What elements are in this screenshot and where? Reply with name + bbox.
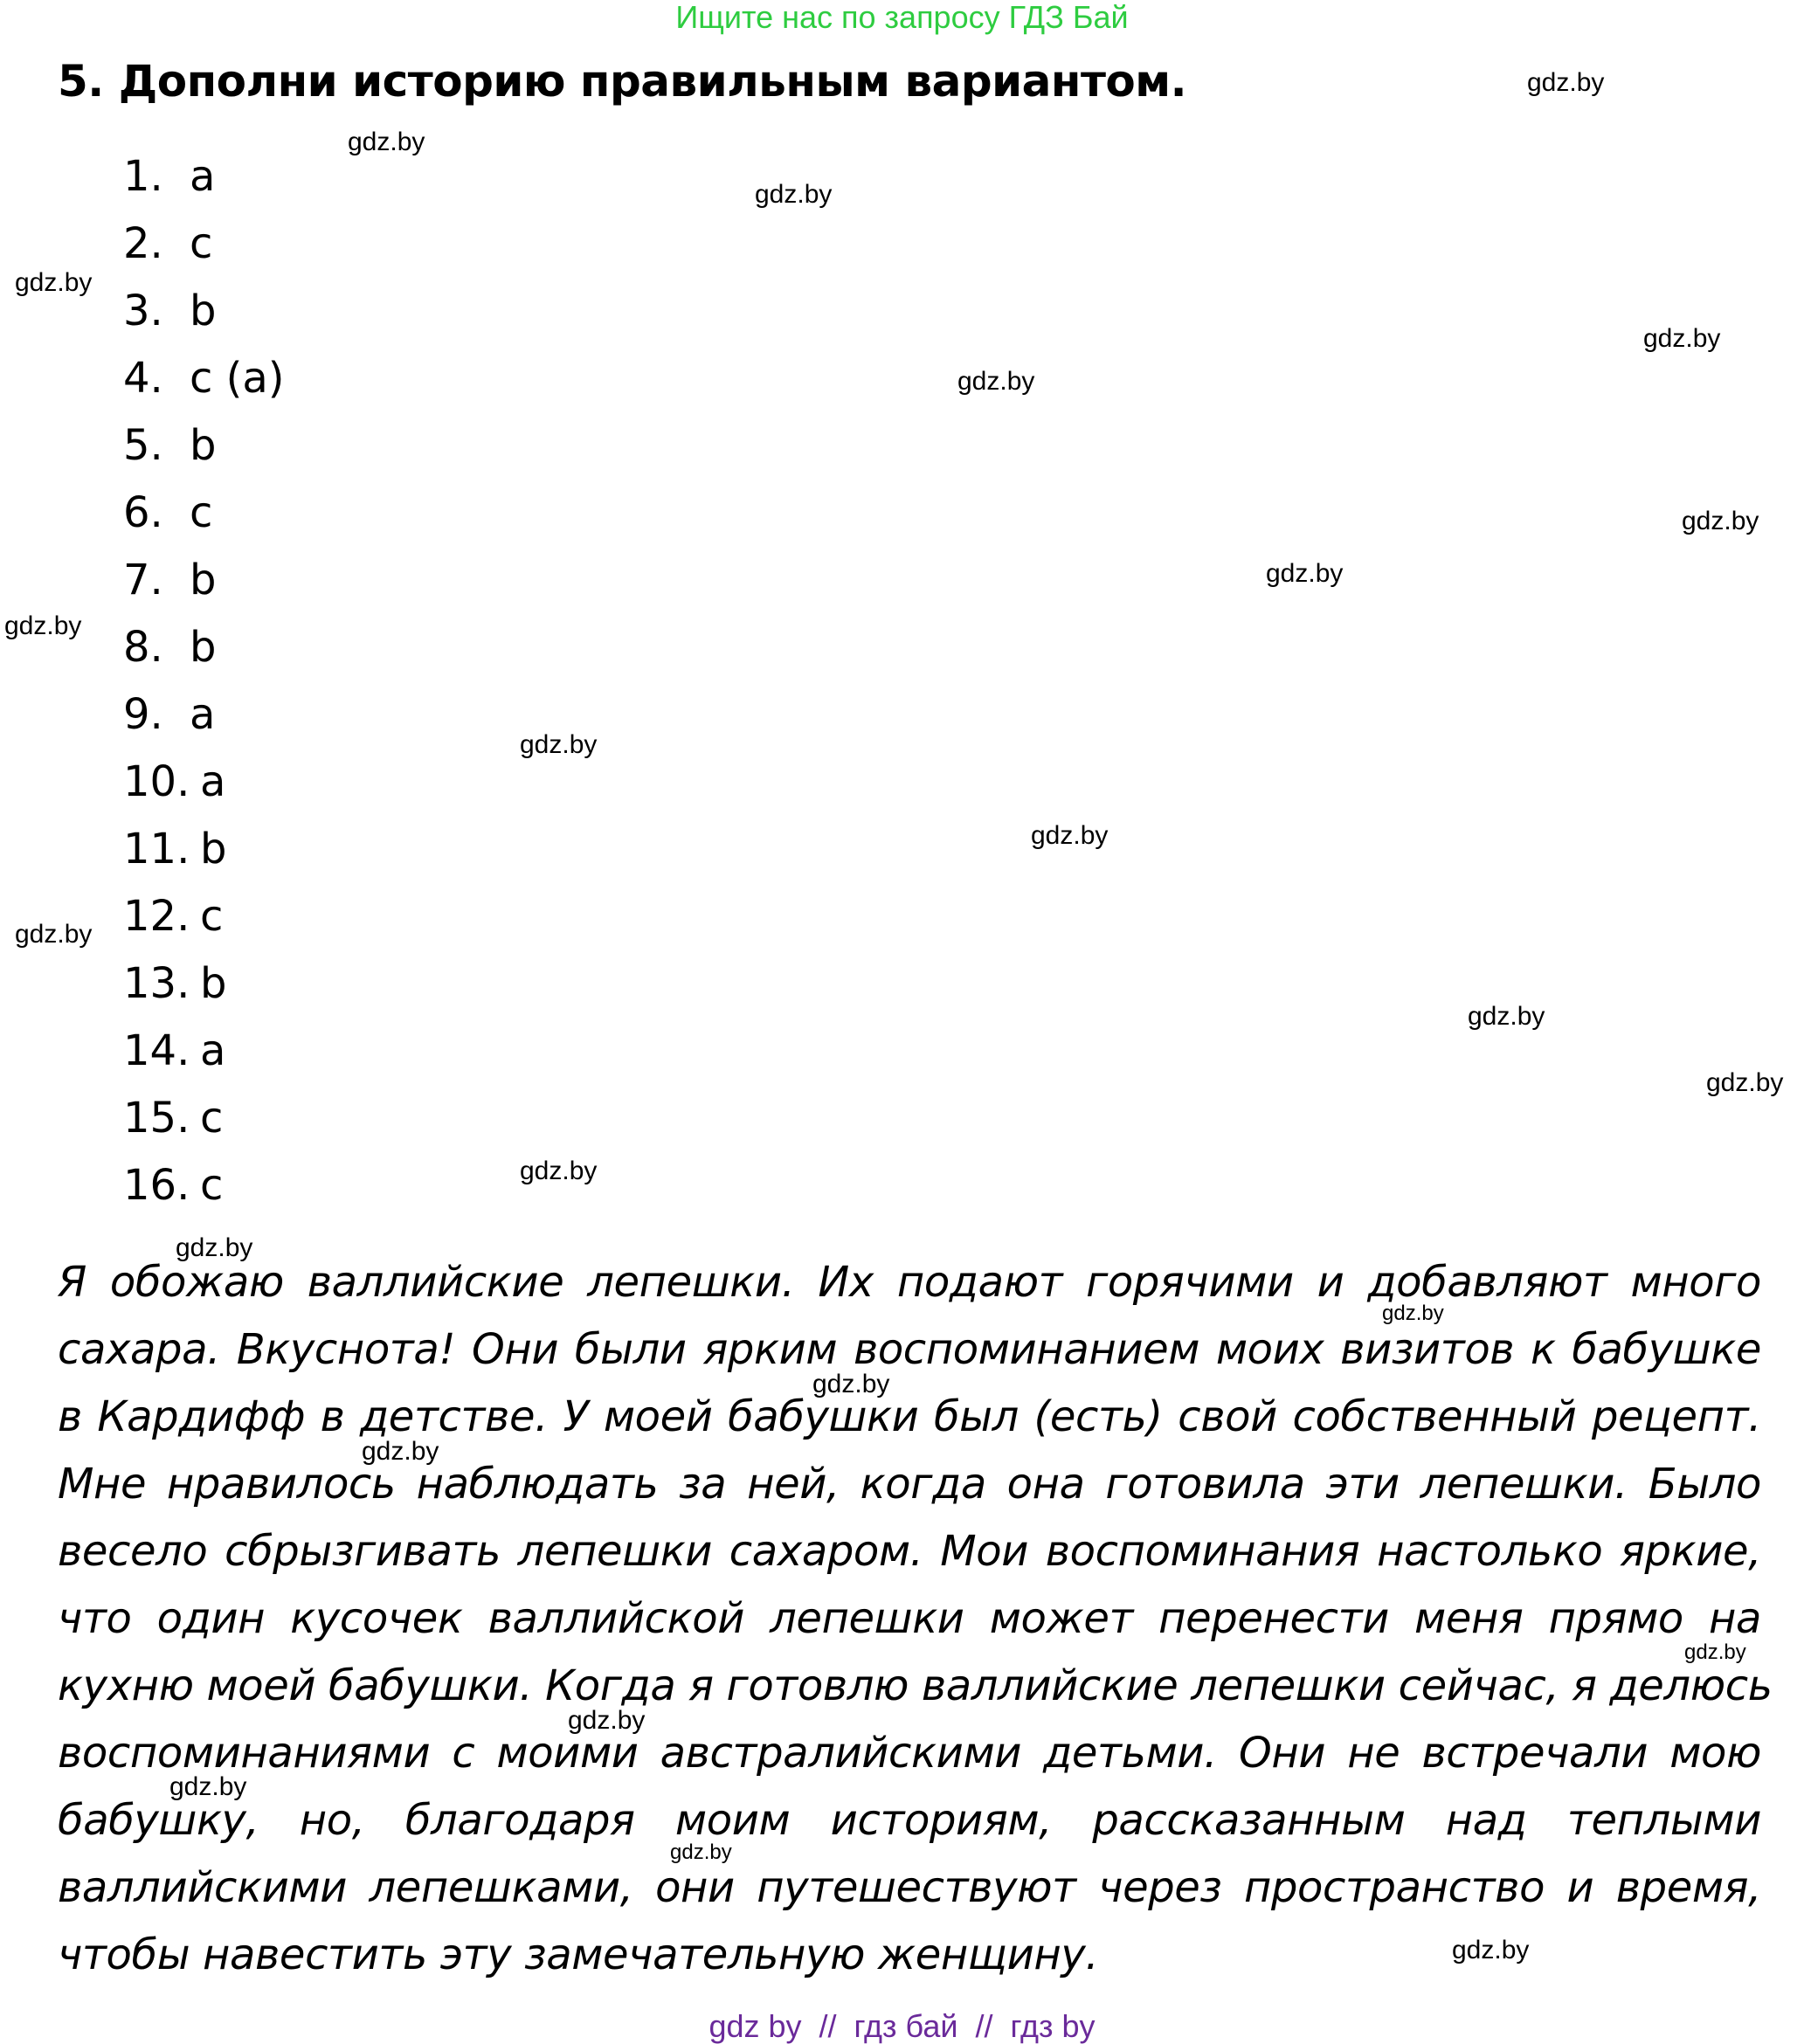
watermark: gdz.by bbox=[1527, 68, 1605, 97]
answer-value: c bbox=[200, 1094, 224, 1143]
answer-number: 3. bbox=[123, 287, 163, 335]
answer-item bbox=[123, 143, 285, 211]
answer-item bbox=[123, 345, 285, 412]
answer-item bbox=[123, 883, 285, 950]
watermark: gdz.by bbox=[1452, 1936, 1530, 1965]
answer-item bbox=[123, 211, 285, 278]
answer-number: 7. bbox=[123, 556, 163, 604]
answer-item bbox=[123, 1152, 285, 1219]
exercise-heading: 5. Дополни историю правильным вариантом. bbox=[58, 56, 1187, 107]
answer-value: b bbox=[200, 825, 227, 874]
watermark: gdz.by bbox=[812, 1370, 890, 1398]
answer-item bbox=[123, 547, 285, 614]
answer-value: a bbox=[200, 1026, 226, 1075]
answer-value: c (a) bbox=[190, 354, 285, 403]
footer-links: gdz by // гдз бай // гдз by bbox=[708, 2008, 1096, 2044]
answer-number: 11. bbox=[123, 825, 190, 874]
watermark: gdz.by bbox=[176, 1233, 253, 1262]
answer-number: 10. bbox=[123, 757, 190, 806]
answer-list bbox=[123, 143, 285, 1219]
watermark: gdz.by bbox=[755, 180, 833, 209]
answer-value: a bbox=[200, 757, 226, 806]
watermark: gdz.by bbox=[1031, 821, 1109, 850]
watermark: gdz.by bbox=[348, 128, 425, 156]
watermark: gdz.by bbox=[15, 268, 93, 297]
story-line: Мне нравилось наблюдать за ней, когда она готовила эти лепешки. Было bbox=[58, 1460, 1761, 1509]
watermark: gdz.by bbox=[1382, 1302, 1444, 1325]
watermark: gdz.by bbox=[1706, 1068, 1784, 1097]
answer-number: 8. bbox=[123, 623, 163, 672]
watermark: gdz.by bbox=[670, 1840, 732, 1864]
story-line: в Кардифф в детстве. У моей бабушки был (есть) свой собственный рецепт. bbox=[58, 1392, 1761, 1441]
story-line: бабушку, но, благодаря моим историям, рассказанным над теплыми bbox=[58, 1796, 1761, 1845]
answer-item bbox=[123, 749, 285, 816]
top-banner: Ищите нас по запросу ГДЗ Бай bbox=[675, 0, 1129, 35]
story-line: Я обожаю валлийские лепешки. Их подают горячими и добавляют много bbox=[58, 1258, 1761, 1307]
story-paragraph bbox=[58, 1249, 1773, 1989]
answer-item bbox=[123, 1085, 285, 1152]
watermark: gdz.by bbox=[1468, 1002, 1545, 1031]
watermark: gdz.by bbox=[1684, 1640, 1746, 1664]
answer-value: c bbox=[200, 892, 224, 941]
answer-number: 12. bbox=[123, 892, 190, 941]
answer-number: 15. bbox=[123, 1094, 190, 1143]
answer-value: c bbox=[200, 1161, 224, 1210]
story-line: кухню моей бабушки. Когда я готовлю валлийские лепешки сейчас, я делюсь bbox=[58, 1661, 1773, 1710]
story-line: сахара. Вкуснота! Они были ярким воспоминанием моих визитов к бабушке bbox=[58, 1325, 1761, 1374]
answer-value: b bbox=[190, 556, 217, 604]
answer-number: 14. bbox=[123, 1026, 190, 1075]
story-line: валлийскими лепешками, они путешествуют через пространство и время, bbox=[58, 1863, 1761, 1912]
answer-item bbox=[123, 278, 285, 345]
answer-number: 13. bbox=[123, 959, 190, 1008]
story-line: что один кусочек валлийской лепешки может перенести меня прямо на bbox=[58, 1594, 1761, 1643]
watermark: gdz.by bbox=[169, 1772, 247, 1801]
watermark: gdz.by bbox=[1682, 507, 1759, 535]
answer-item bbox=[123, 1018, 285, 1085]
watermark: gdz.by bbox=[568, 1706, 646, 1735]
answer-item bbox=[123, 412, 285, 480]
answer-number: 2. bbox=[123, 219, 163, 268]
answer-item bbox=[123, 816, 285, 883]
watermark: gdz.by bbox=[1643, 324, 1721, 353]
answer-value: a bbox=[190, 152, 216, 201]
answer-value: c bbox=[190, 488, 213, 537]
story-line: воспоминаниями с моими австралийскими детьми. Они не встречали мою bbox=[58, 1729, 1761, 1778]
answer-item bbox=[123, 480, 285, 547]
watermark: gdz.by bbox=[15, 920, 93, 949]
watermark: gdz.by bbox=[520, 730, 598, 759]
watermark: gdz.by bbox=[1266, 559, 1344, 588]
answer-number: 1. bbox=[123, 152, 163, 201]
answer-number: 16. bbox=[123, 1161, 190, 1210]
watermark: gdz.by bbox=[362, 1437, 439, 1466]
watermark: gdz.by bbox=[957, 367, 1035, 396]
answer-number: 4. bbox=[123, 354, 163, 403]
answer-value: b bbox=[190, 623, 217, 672]
answer-number: 5. bbox=[123, 421, 163, 470]
answer-number: 6. bbox=[123, 488, 163, 537]
answer-value: c bbox=[190, 219, 213, 268]
answer-item bbox=[123, 950, 285, 1018]
watermark: gdz.by bbox=[4, 611, 82, 640]
answer-value: b bbox=[190, 287, 217, 335]
story-line: чтобы навестить эту замечательную женщину. bbox=[58, 1930, 1099, 1979]
answer-number: 9. bbox=[123, 690, 163, 739]
answer-item bbox=[123, 681, 285, 749]
answer-value: b bbox=[190, 421, 217, 470]
answer-value: a bbox=[190, 690, 216, 739]
story-line: весело сбрызгивать лепешки сахаром. Мои воспоминания настолько яркие, bbox=[58, 1527, 1761, 1576]
answer-item bbox=[123, 614, 285, 681]
answer-value: b bbox=[200, 959, 227, 1008]
watermark: gdz.by bbox=[520, 1157, 598, 1185]
